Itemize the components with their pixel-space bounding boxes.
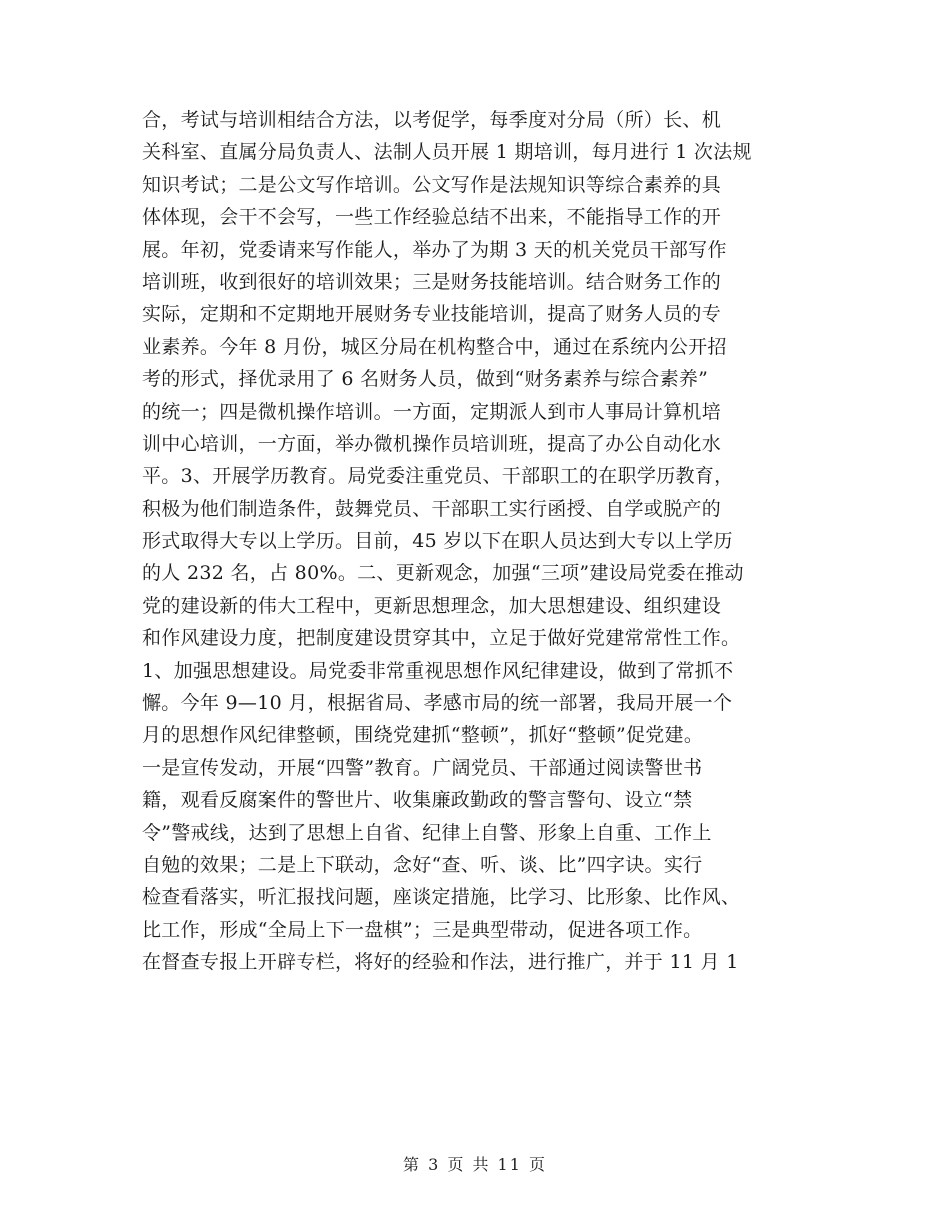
text-line: 实际，定期和不定期地开展财务专业技能培训，提高了财务人员的专 (142, 303, 722, 326)
text-line: 的人 232 名，占 80%。二、更新观念，加强“三项”建设局党委在推动 (142, 562, 744, 585)
text-line: 业素养。今年 8 月份，城区分局在机构整合中，通过在系统内公开招 (142, 335, 727, 358)
text-line: 平。3、开展学历教育。局党委注重党员、干部职工的在职学历教育， (142, 465, 734, 488)
text-line: 体体现，会干不会写，一些工作经验总结不出来，不能指导工作的开 (142, 206, 722, 229)
page-footer: 第 3 页 共 11 页 (403, 1155, 547, 1174)
text-line: 令”警戒线，达到了思想上自省、纪律上自警、形象上自重、工作上 (142, 821, 712, 844)
text-line: 月的思想作风纪律整顿，围绕党建抓“整顿”，抓好“整顿”促党建。 (142, 724, 704, 747)
text-line: 展。年初，党委请来写作能人，举办了为期 3 天的机关党员干部写作 (142, 238, 727, 261)
text-line: 懈。今年 9—10 月，根据省局、孝感市局的统一部署，我局开展一个 (142, 692, 733, 715)
text-line: 考的形式，择优录用了 6 名财务人员，做到“财务素养与综合素养” (142, 368, 709, 391)
text-line: 检查看落实，听汇报找问题，座谈定措施，比学习、比形象、比作风、 (142, 886, 741, 909)
text-line: 1、加强思想建设。局党委非常重视思想作风纪律建设，做到了常抓不 (142, 659, 734, 682)
text-line: 培训班，收到很好的培训效果；三是财务技能培训。结合财务工作的 (142, 270, 722, 293)
text-line: 党的建设新的伟大工程中，更新思想理念，加大思想建设、组织建设 (142, 594, 722, 617)
text-line: 和作风建设力度，把制度建设贯穿其中，立足于做好党建常常性工作。 (142, 627, 741, 650)
text-line: 训中心培训，一方面，举办微机操作员培训班，提高了办公自动化水 (142, 432, 722, 455)
text-line: 的统一；四是微机操作培训。一方面，定期派人到市人事局计算机培 (142, 400, 722, 423)
text-line: 籍，观看反腐案件的警世片、收集廉政勤政的警言警句、设立“禁 (142, 789, 693, 812)
text-line: 合，考试与培训相结合方法，以考促学，每季度对分局（所）长、机 (142, 109, 722, 131)
text-line: 形式取得大专以上学历。目前，45 岁以下在职人员达到大专以上学历 (142, 530, 733, 553)
text-line: 关科室、直属分局负责人、法制人员开展 1 期培训，每月进行 1 次法规 (142, 141, 752, 164)
document-body (142, 104, 822, 979)
text-line: 比工作，形成“全局上下一盘棋”；三是典型带动，促进各项工作。 (142, 918, 703, 941)
text-line: 一是宣传发动，开展“四警”教育。广阔党员、干部通过阅读警世书 (142, 756, 703, 779)
text-line: 在督查专报上开辟专栏，将好的经验和作法，进行推广，并于 11 月 1 (142, 951, 739, 974)
text-line: 知识考试；二是公文写作培训。公文写作是法规知识等综合素养的具 (142, 173, 722, 196)
text-line: 积极为他们制造条件，鼓舞党员、干部职工实行函授、自学或脱产的 (142, 497, 722, 520)
text-line: 自勉的效果；二是上下联动，念好“查、听、谈、比”四字诀。实行 (142, 853, 703, 876)
